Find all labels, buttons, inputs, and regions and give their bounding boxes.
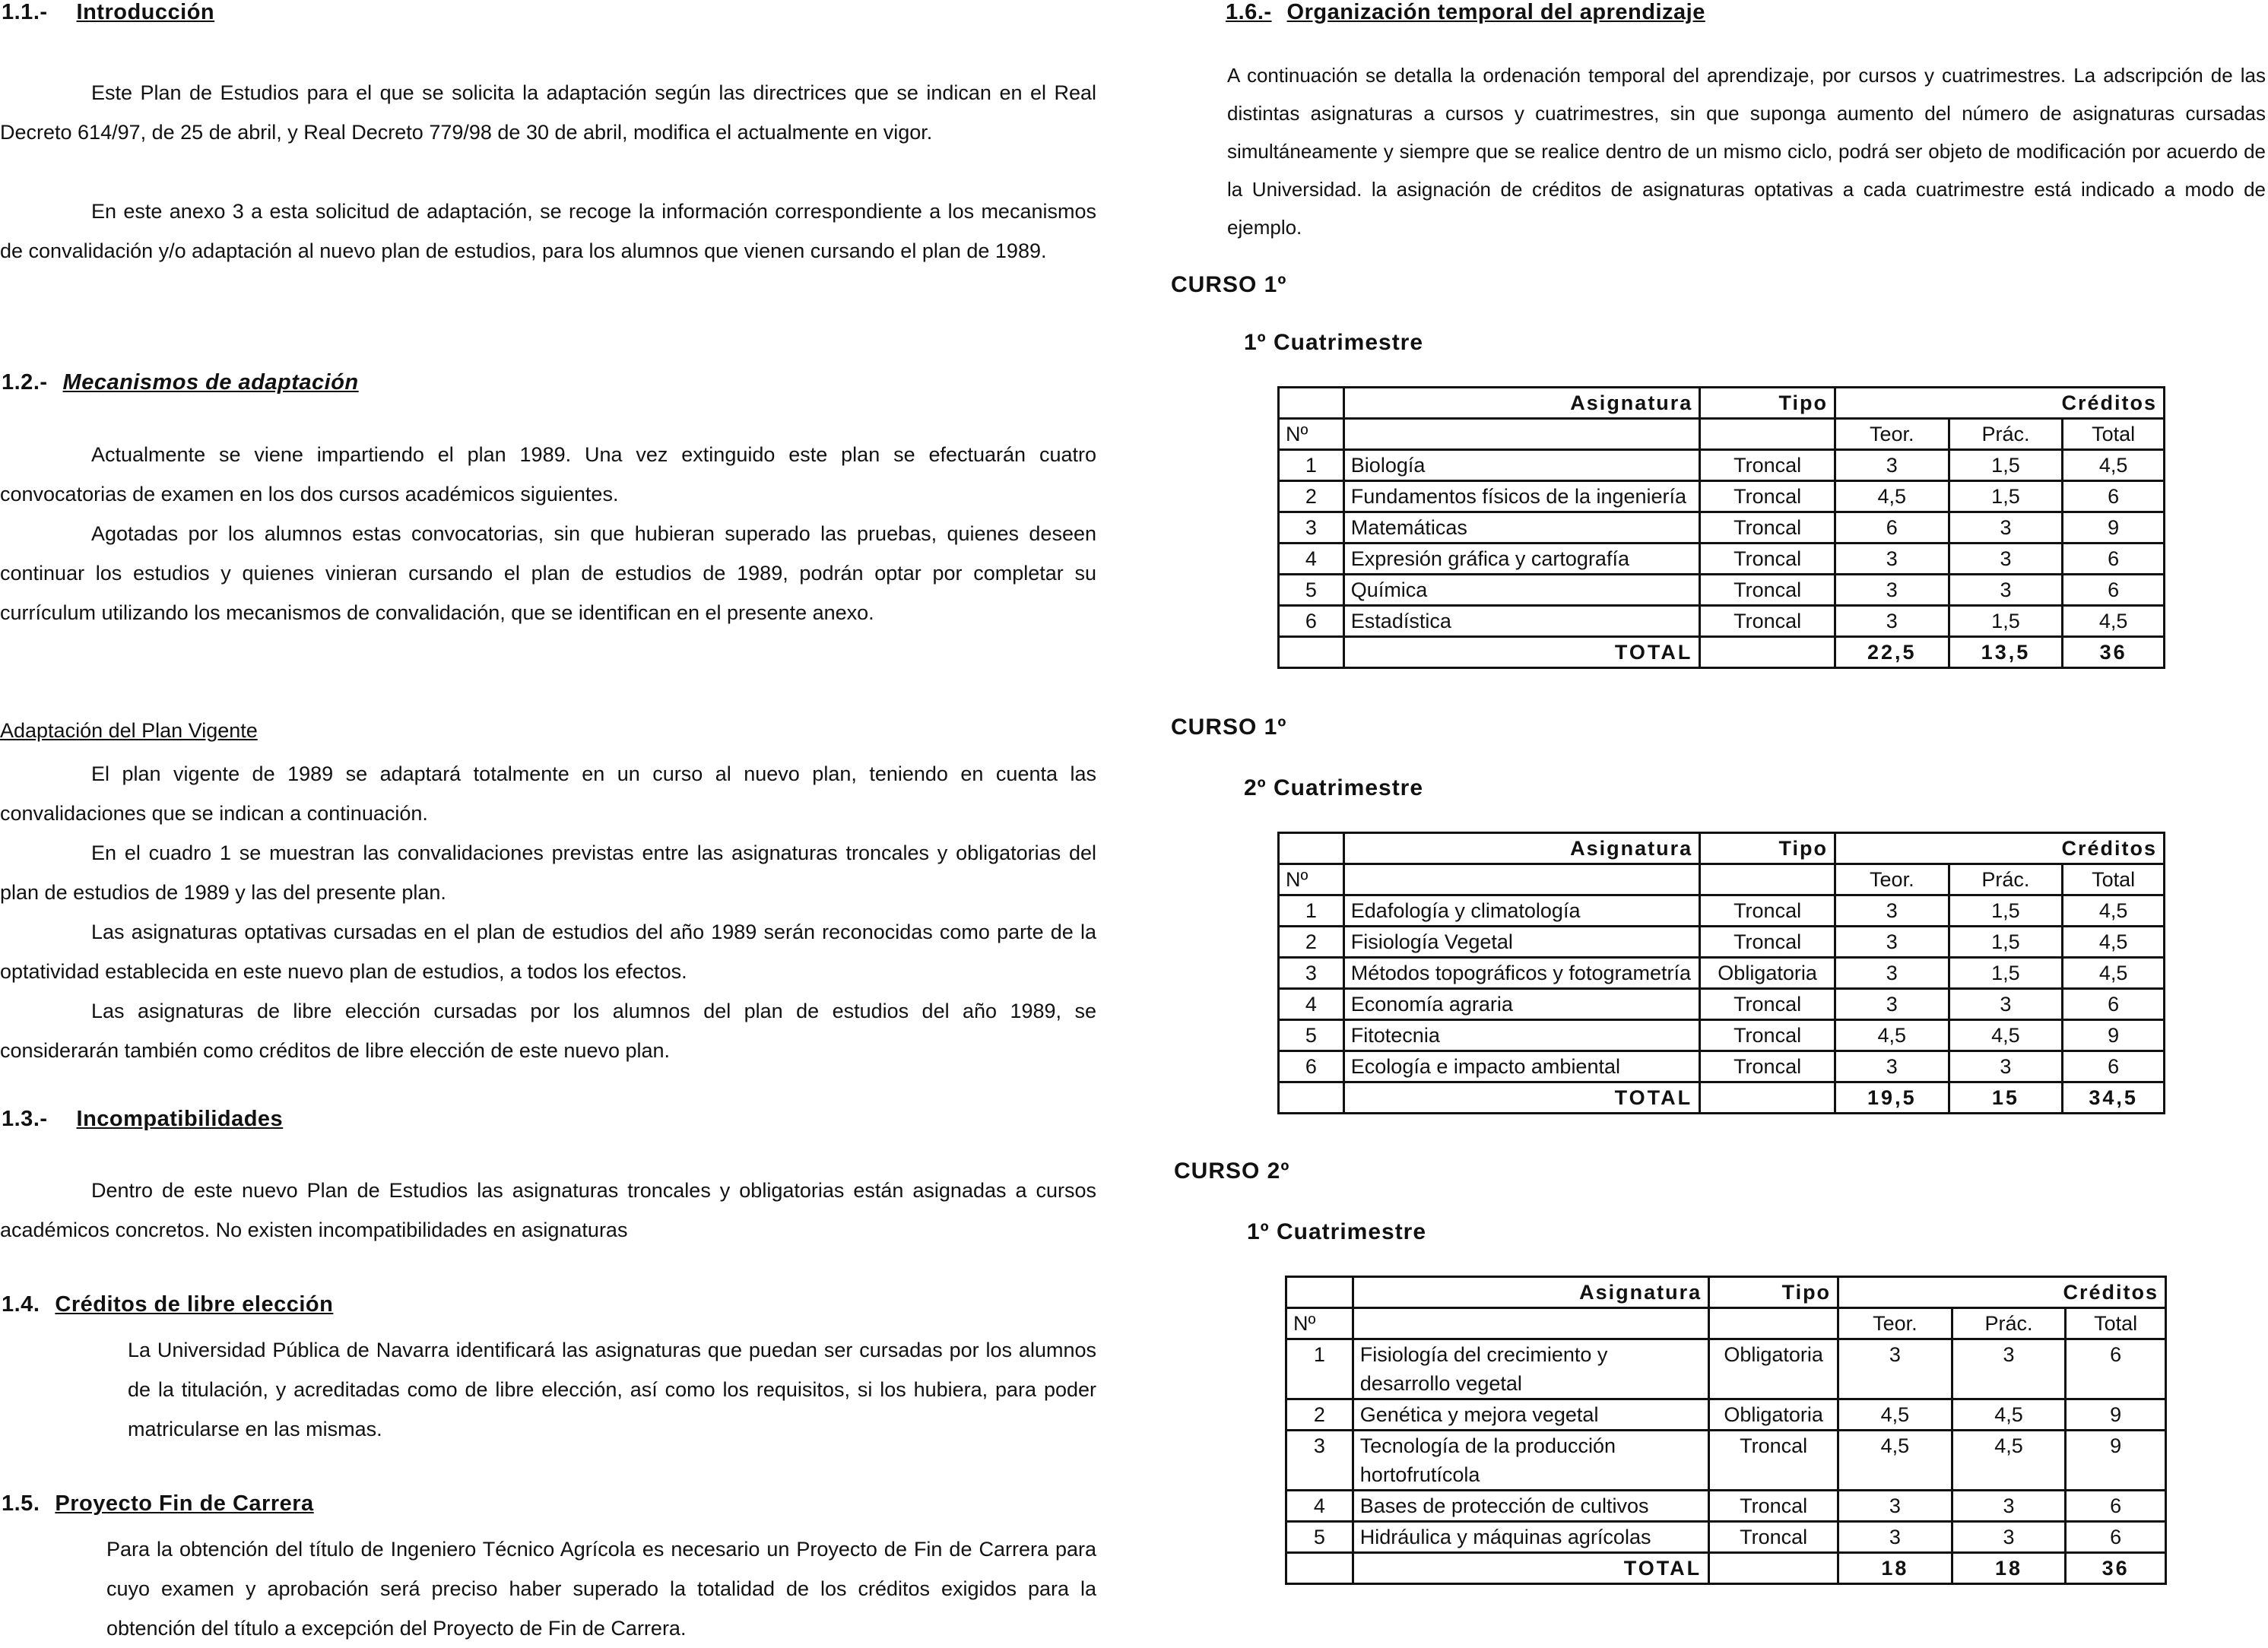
- header-num: Nº: [1286, 1308, 1353, 1339]
- paragraph-adaptacion-3: Las asignaturas optativas cursadas en el plan de estudios del año 1989 serán reconocidas como parte de la optatividad establecida en este nuevo plan de estudios, a todos los efectos.: [0, 921, 1096, 983]
- header-tipo: Tipo: [1700, 388, 1835, 419]
- subheading-adaptacion: Adaptación del Plan Vigente: [0, 719, 258, 742]
- header-prac: Prác.: [1949, 419, 2063, 450]
- table-header-row: [1279, 833, 2165, 864]
- paragraph-adaptacion-4: Las asignaturas de libre elección cursadas por los alumnos del plan de estudios del año 1989, se considerarán también como créditos de libre elección de este nuevo plan.: [0, 1000, 1096, 1062]
- cuatrimestre-heading-3: 1º Cuatrimestre: [1247, 1219, 1427, 1244]
- table-header-row: [1286, 1277, 2166, 1308]
- table-total-row: TOTAL 19,5 15 34,5: [1279, 1082, 2165, 1114]
- paragraph-incompatibilidades: Dentro de este nuevo Plan de Estudios las asignaturas troncales y obligatorias están asignadas a cursos académicos concretos. No existen incompatibilidades en asignaturas: [0, 1179, 1096, 1241]
- table-row: 2 Fundamentos físicos de la ingeniería Troncal 4,5 1,5 6: [1279, 481, 2165, 512]
- table-subheader-row: [1279, 864, 2165, 895]
- table-total-row: TOTAL 22,5 13,5 36: [1279, 637, 2165, 668]
- header-teor: Teor.: [1838, 1308, 1952, 1339]
- header-asignatura: Asignatura: [1343, 833, 1699, 864]
- section-heading-1-5: 1.5. Proyecto Fin de Carrera: [2, 1491, 314, 1516]
- table-total-row: TOTAL 18 18 36: [1286, 1553, 2166, 1584]
- table-row: 4 Economía agraria Troncal 3 3 6: [1279, 989, 2165, 1020]
- table-row: 4 Expresión gráfica y cartografía Troncal 3 3 6: [1279, 544, 2165, 575]
- table-row: 2 Fisiología Vegetal Troncal 3 1,5 4,5: [1279, 927, 2165, 958]
- header-tipo: Tipo: [1709, 1277, 1838, 1308]
- header-total: Total: [2063, 864, 2165, 895]
- cuatrimestre-heading-1: 1º Cuatrimestre: [1244, 330, 1424, 355]
- table-row: 5 Química Troncal 3 3 6: [1279, 575, 2165, 606]
- table-curso2-cuat1: [1285, 1276, 2167, 1585]
- paragraph-proyecto: Para la obtención del título de Ingeniero Técnico Agrícola es necesario un Proyecto de Fin de Carrera para cuyo examen y aprobación será preciso haber superado la totalidad de los créditos exigidos para la obtención del título a excepción del Proyecto de Fin de Carrera.: [106, 1538, 1096, 1640]
- table-subheader-row: [1286, 1308, 2166, 1339]
- section-heading-1-3: 1.3.- Incompatibilidades: [2, 1107, 284, 1131]
- paragraph-mecanismos-1: Actualmente se viene impartiendo el plan 1989. Una vez extinguido este plan se efectuarán cuatro convocatorias de examen en los dos cursos académicos siguientes.: [0, 443, 1096, 505]
- paragraph-intro-2: En este anexo 3 a esta solicitud de adaptación, se recoge la información correspondiente a los mecanismos de convalidación y/o adaptación al nuevo plan de estudios, para los alumnos que vienen cursando el plan de 1989.: [0, 200, 1096, 262]
- header-prac: Prác.: [1952, 1308, 2066, 1339]
- table-row: 1 Fisiología del crecimiento y desarrollo vegetal Obligatoria 3 3 6: [1286, 1339, 2166, 1399]
- section-heading-1-1: 1.1.- Introducción: [2, 0, 215, 24]
- header-total: Total: [2066, 1308, 2166, 1339]
- header-prac: Prác.: [1949, 864, 2063, 895]
- header-tipo: Tipo: [1700, 833, 1835, 864]
- table-row: 5 Hidráulica y máquinas agrícolas Troncal 3 3 6: [1286, 1522, 2166, 1553]
- paragraph-organizacion: A continuación se detalla la ordenación temporal del aprendizaje, por cursos y cuatrimestres. La adscripción de las distintas asignaturas a cursos y cuatrimestres, sin que suponga aumento del número de asignaturas cursadas simultáneamente y siempre que se realice dentro de un mismo ciclo, podrá ser objeto de modificación por acuerdo de la Universidad. la asignación de créditos de asignaturas optativas a cada cuatrimestre está indicado a modo de ejemplo.: [1227, 64, 2266, 239]
- paragraph-libre-eleccion: La Universidad Pública de Navarra identificará las asignaturas que puedan ser cursadas por los alumnos de la titulación, y acreditadas como de libre elección, así como los requisitos, si los hubiera, para poder matricularse en las mismas.: [128, 1339, 1096, 1440]
- cuatrimestre-heading-2: 2º Cuatrimestre: [1244, 775, 1424, 800]
- table-curso1-cuat2: [1277, 832, 2165, 1114]
- table-row: 3 Métodos topográficos y fotogrametría Obligatoria 3 1,5 4,5: [1279, 958, 2165, 989]
- curso-heading-1: CURSO 1º: [1171, 272, 1287, 297]
- table-row: 3 Matemáticas Troncal 6 3 9: [1279, 512, 2165, 544]
- header-num: Nº: [1279, 864, 1344, 895]
- table-row: 6 Ecología e impacto ambiental Troncal 3 3 6: [1279, 1051, 2165, 1082]
- table-row: 4 Bases de protección de cultivos Troncal 3 3 6: [1286, 1491, 2166, 1522]
- table-row: 1 Edafología y climatología Troncal 3 1,5 4,5: [1279, 895, 2165, 927]
- table-row: 3 Tecnología de la producción hortofrutícola Troncal 4,5 4,5 9: [1286, 1431, 2166, 1491]
- table-row: 5 Fitotecnia Troncal 4,5 4,5 9: [1279, 1020, 2165, 1051]
- section-heading-1-4: 1.4. Créditos de libre elección: [2, 1292, 334, 1317]
- paragraph-adaptacion-1: El plan vigente de 1989 se adaptará totalmente en un curso al nuevo plan, teniendo en cuenta las convalidaciones que se indican a continuación.: [0, 762, 1096, 825]
- curso-heading-2: CURSO 1º: [1171, 715, 1287, 740]
- curso-heading-3: CURSO 2º: [1174, 1158, 1290, 1184]
- header-asignatura: Asignatura: [1353, 1277, 1708, 1308]
- table-row: 1 Biología Troncal 3 1,5 4,5: [1279, 450, 2165, 481]
- table-curso1-cuat1: [1277, 386, 2165, 669]
- paragraph-mecanismos-2: Agotadas por los alumnos estas convocatorias, sin que hubieran superado las pruebas, quienes deseen continuar los estudios y quienes vinieran cursando el plan de estudios de 1989, podrán optar por completar su currículum utilizando los mecanismos de convalidación, que se identifican en el presente anexo.: [0, 522, 1096, 624]
- table-header-row: [1279, 388, 2165, 419]
- table-subheader-row: [1279, 419, 2165, 450]
- paragraph-adaptacion-2: En el cuadro 1 se muestran las convalidaciones previstas entre las asignaturas troncales y obligatorias del plan de estudios de 1989 y las del presente plan.: [0, 841, 1096, 904]
- table-row: 6 Estadística Troncal 3 1,5 4,5: [1279, 606, 2165, 637]
- paragraph-intro-1: Este Plan de Estudios para el que se solicita la adaptación según las directrices que se indican en el Real Decreto 614/97, de 25 de abril, y Real Decreto 779/98 de 30 de abril, modifica el actualmente en vigor.: [0, 81, 1096, 144]
- header-creditos: Créditos: [1835, 833, 2165, 864]
- header-total: Total: [2063, 419, 2165, 450]
- section-heading-1-6: 1.6.- Organización temporal del aprendizaje: [1226, 0, 1705, 24]
- header-teor: Teor.: [1835, 864, 1949, 895]
- header-num: Nº: [1279, 419, 1344, 450]
- section-heading-1-2: 1.2.- Mecanismos de adaptación: [2, 370, 359, 395]
- table-row: 2 Genética y mejora vegetal Obligatoria 4,5 4,5 9: [1286, 1399, 2166, 1431]
- header-teor: Teor.: [1835, 419, 1949, 450]
- header-creditos: Créditos: [1835, 388, 2164, 419]
- header-asignatura: Asignatura: [1343, 388, 1700, 419]
- header-creditos: Créditos: [1838, 1277, 2166, 1308]
